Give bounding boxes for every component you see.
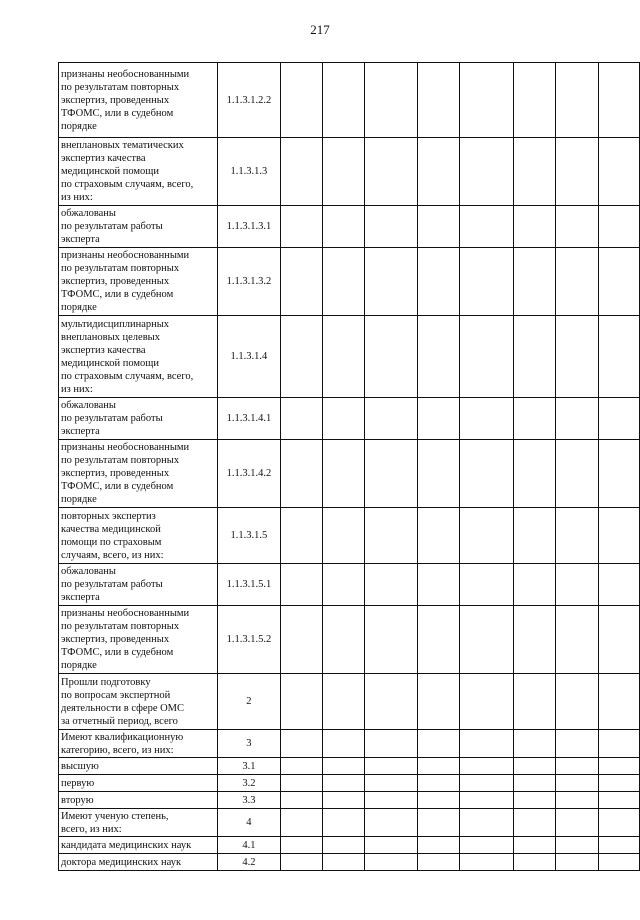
value-cell (322, 606, 364, 674)
value-cell (598, 248, 639, 316)
value-cell (460, 508, 514, 564)
value-cell (280, 758, 322, 775)
value-cell (322, 398, 364, 440)
value-cell (460, 398, 514, 440)
row-code: 1.1.3.1.4 (218, 316, 281, 398)
value-cell (280, 63, 322, 138)
value-cell (280, 138, 322, 206)
value-cell (514, 63, 556, 138)
row-code: 3.2 (218, 775, 281, 792)
value-cell (365, 440, 418, 508)
value-cell (556, 564, 598, 606)
value-cell (460, 440, 514, 508)
value-cell (322, 248, 364, 316)
row-code: 3 (218, 730, 281, 758)
value-cell (556, 854, 598, 871)
value-cell (365, 206, 418, 248)
value-cell (598, 837, 639, 854)
value-cell (598, 206, 639, 248)
value-cell (460, 606, 514, 674)
table-row (59, 854, 640, 871)
value-cell (280, 730, 322, 758)
value-cell (418, 674, 460, 730)
value-cell (598, 758, 639, 775)
value-cell (598, 775, 639, 792)
value-cell (418, 63, 460, 138)
value-cell (460, 564, 514, 606)
value-cell (418, 854, 460, 871)
row-code: 4 (218, 809, 281, 837)
value-cell (365, 248, 418, 316)
value-cell (365, 837, 418, 854)
table-row (59, 837, 640, 854)
value-cell (514, 854, 556, 871)
value-cell (322, 316, 364, 398)
value-cell (514, 508, 556, 564)
value-cell (598, 508, 639, 564)
value-cell (598, 854, 639, 871)
row-code: 1.1.3.1.3.2 (218, 248, 281, 316)
row-code: 1.1.3.1.5.2 (218, 606, 281, 674)
table-row (59, 564, 640, 606)
value-cell (598, 792, 639, 809)
value-cell (418, 316, 460, 398)
value-cell (598, 809, 639, 837)
value-cell (365, 809, 418, 837)
row-label: обжалованы по результатам работы эксперта (59, 564, 218, 606)
row-code: 3.1 (218, 758, 281, 775)
value-cell (514, 138, 556, 206)
table-row (59, 316, 640, 398)
value-cell (514, 248, 556, 316)
value-cell (280, 674, 322, 730)
row-label: признаны необоснованными по результатам повторных экспертиз, проведенных ТФОМС, или в судебном порядке (59, 248, 218, 316)
row-label: доктора медицинских наук (59, 854, 218, 871)
value-cell (280, 606, 322, 674)
page-number: 217 (310, 22, 330, 37)
table-row (59, 206, 640, 248)
value-cell (514, 440, 556, 508)
table-row (59, 440, 640, 508)
value-cell (514, 758, 556, 775)
value-cell (556, 316, 598, 398)
value-cell (598, 440, 639, 508)
value-cell (460, 792, 514, 809)
table-row (59, 758, 640, 775)
value-cell (322, 63, 364, 138)
value-cell (460, 674, 514, 730)
value-cell (418, 837, 460, 854)
value-cell (556, 248, 598, 316)
value-cell (598, 316, 639, 398)
value-cell (418, 758, 460, 775)
value-cell (514, 792, 556, 809)
value-cell (598, 606, 639, 674)
value-cell (418, 775, 460, 792)
value-cell (365, 398, 418, 440)
value-cell (556, 206, 598, 248)
value-cell (460, 248, 514, 316)
value-cell (598, 398, 639, 440)
value-cell (556, 837, 598, 854)
row-code: 1.1.3.1.5.1 (218, 564, 281, 606)
row-code: 1.1.3.1.4.2 (218, 440, 281, 508)
value-cell (280, 564, 322, 606)
value-cell (514, 564, 556, 606)
row-label: признаны необоснованными по результатам повторных экспертиз, проведенных ТФОМС, или в судебном порядке (59, 440, 218, 508)
value-cell (556, 775, 598, 792)
value-cell (514, 316, 556, 398)
value-cell (322, 854, 364, 871)
value-cell (418, 730, 460, 758)
value-cell (556, 508, 598, 564)
value-cell (418, 792, 460, 809)
report-table (58, 62, 640, 871)
value-cell (365, 674, 418, 730)
value-cell (322, 508, 364, 564)
value-cell (322, 206, 364, 248)
table-row (59, 606, 640, 674)
value-cell (556, 398, 598, 440)
value-cell (418, 508, 460, 564)
value-cell (460, 63, 514, 138)
row-label: вторую (59, 792, 218, 809)
value-cell (280, 809, 322, 837)
value-cell (418, 440, 460, 508)
value-cell (514, 398, 556, 440)
table-row (59, 508, 640, 564)
row-code: 1.1.3.1.5 (218, 508, 281, 564)
value-cell (322, 440, 364, 508)
row-label: Имеют ученую степень, всего, из них: (59, 809, 218, 837)
value-cell (514, 730, 556, 758)
value-cell (365, 792, 418, 809)
row-label: повторных экспертиз качества медицинской помощи по страховым случаям, всего, из них: (59, 508, 218, 564)
value-cell (418, 809, 460, 837)
value-cell (365, 775, 418, 792)
value-cell (514, 809, 556, 837)
value-cell (280, 316, 322, 398)
row-label: обжалованы по результатам работы эксперта (59, 206, 218, 248)
value-cell (280, 837, 322, 854)
table-body (59, 63, 640, 871)
row-code: 2 (218, 674, 281, 730)
value-cell (280, 775, 322, 792)
value-cell (418, 248, 460, 316)
value-cell (556, 440, 598, 508)
row-label: Имеют квалификационную категорию, всего, из них: (59, 730, 218, 758)
value-cell (460, 206, 514, 248)
value-cell (322, 809, 364, 837)
value-cell (280, 206, 322, 248)
row-label: первую (59, 775, 218, 792)
value-cell (556, 809, 598, 837)
table-row (59, 809, 640, 837)
value-cell (322, 674, 364, 730)
value-cell (514, 674, 556, 730)
row-label: высшую (59, 758, 218, 775)
value-cell (460, 730, 514, 758)
table-row (59, 398, 640, 440)
value-cell (322, 775, 364, 792)
value-cell (280, 854, 322, 871)
value-cell (280, 508, 322, 564)
table-row (59, 138, 640, 206)
row-label: признаны необоснованными по результатам повторных экспертиз, проведенных ТФОМС, или в судебном порядке (59, 606, 218, 674)
value-cell (322, 837, 364, 854)
table-row (59, 730, 640, 758)
value-cell (418, 138, 460, 206)
row-label: Прошли подготовку по вопросам экспертной деятельности в сфере ОМС за отчетный период, всего (59, 674, 218, 730)
value-cell (280, 440, 322, 508)
value-cell (460, 758, 514, 775)
row-code: 1.1.3.1.3.1 (218, 206, 281, 248)
value-cell (460, 854, 514, 871)
value-cell (556, 63, 598, 138)
value-cell (418, 606, 460, 674)
value-cell (365, 316, 418, 398)
value-cell (365, 758, 418, 775)
value-cell (598, 674, 639, 730)
value-cell (418, 398, 460, 440)
value-cell (514, 775, 556, 792)
row-label: мультидисциплинарных внеплановых целевых экспертиз качества медицинской помощи по страховым случаям, всего, из них: (59, 316, 218, 398)
value-cell (280, 248, 322, 316)
value-cell (322, 564, 364, 606)
row-label: внеплановых тематических экспертиз качества медицинской помощи по страховым случаям, всего, из них: (59, 138, 218, 206)
row-label: признаны необоснованными по результатам повторных экспертиз, проведенных ТФОМС, или в судебном порядке (59, 63, 218, 138)
value-cell (365, 606, 418, 674)
row-code: 1.1.3.1.3 (218, 138, 281, 206)
value-cell (514, 206, 556, 248)
value-cell (598, 564, 639, 606)
row-code: 1.1.3.1.2.2 (218, 63, 281, 138)
value-cell (460, 138, 514, 206)
value-cell (280, 792, 322, 809)
value-cell (365, 854, 418, 871)
row-code: 4.1 (218, 837, 281, 854)
value-cell (365, 138, 418, 206)
value-cell (460, 837, 514, 854)
value-cell (556, 758, 598, 775)
table-row (59, 775, 640, 792)
value-cell (460, 316, 514, 398)
value-cell (280, 398, 322, 440)
value-cell (556, 606, 598, 674)
table-row (59, 792, 640, 809)
value-cell (322, 730, 364, 758)
value-cell (460, 775, 514, 792)
value-cell (598, 730, 639, 758)
value-cell (322, 792, 364, 809)
value-cell (322, 138, 364, 206)
table-row (59, 674, 640, 730)
value-cell (514, 606, 556, 674)
row-label: обжалованы по результатам работы эксперта (59, 398, 218, 440)
value-cell (365, 730, 418, 758)
value-cell (365, 508, 418, 564)
row-label: кандидата медицинских наук (59, 837, 218, 854)
table-row (59, 63, 640, 138)
value-cell (556, 674, 598, 730)
value-cell (322, 758, 364, 775)
value-cell (598, 138, 639, 206)
value-cell (556, 792, 598, 809)
table-row (59, 248, 640, 316)
value-cell (556, 138, 598, 206)
value-cell (418, 206, 460, 248)
value-cell (556, 730, 598, 758)
value-cell (460, 809, 514, 837)
row-code: 4.2 (218, 854, 281, 871)
value-cell (365, 564, 418, 606)
value-cell (365, 63, 418, 138)
value-cell (598, 63, 639, 138)
value-cell (418, 564, 460, 606)
row-code: 1.1.3.1.4.1 (218, 398, 281, 440)
row-code: 3.3 (218, 792, 281, 809)
value-cell (514, 837, 556, 854)
